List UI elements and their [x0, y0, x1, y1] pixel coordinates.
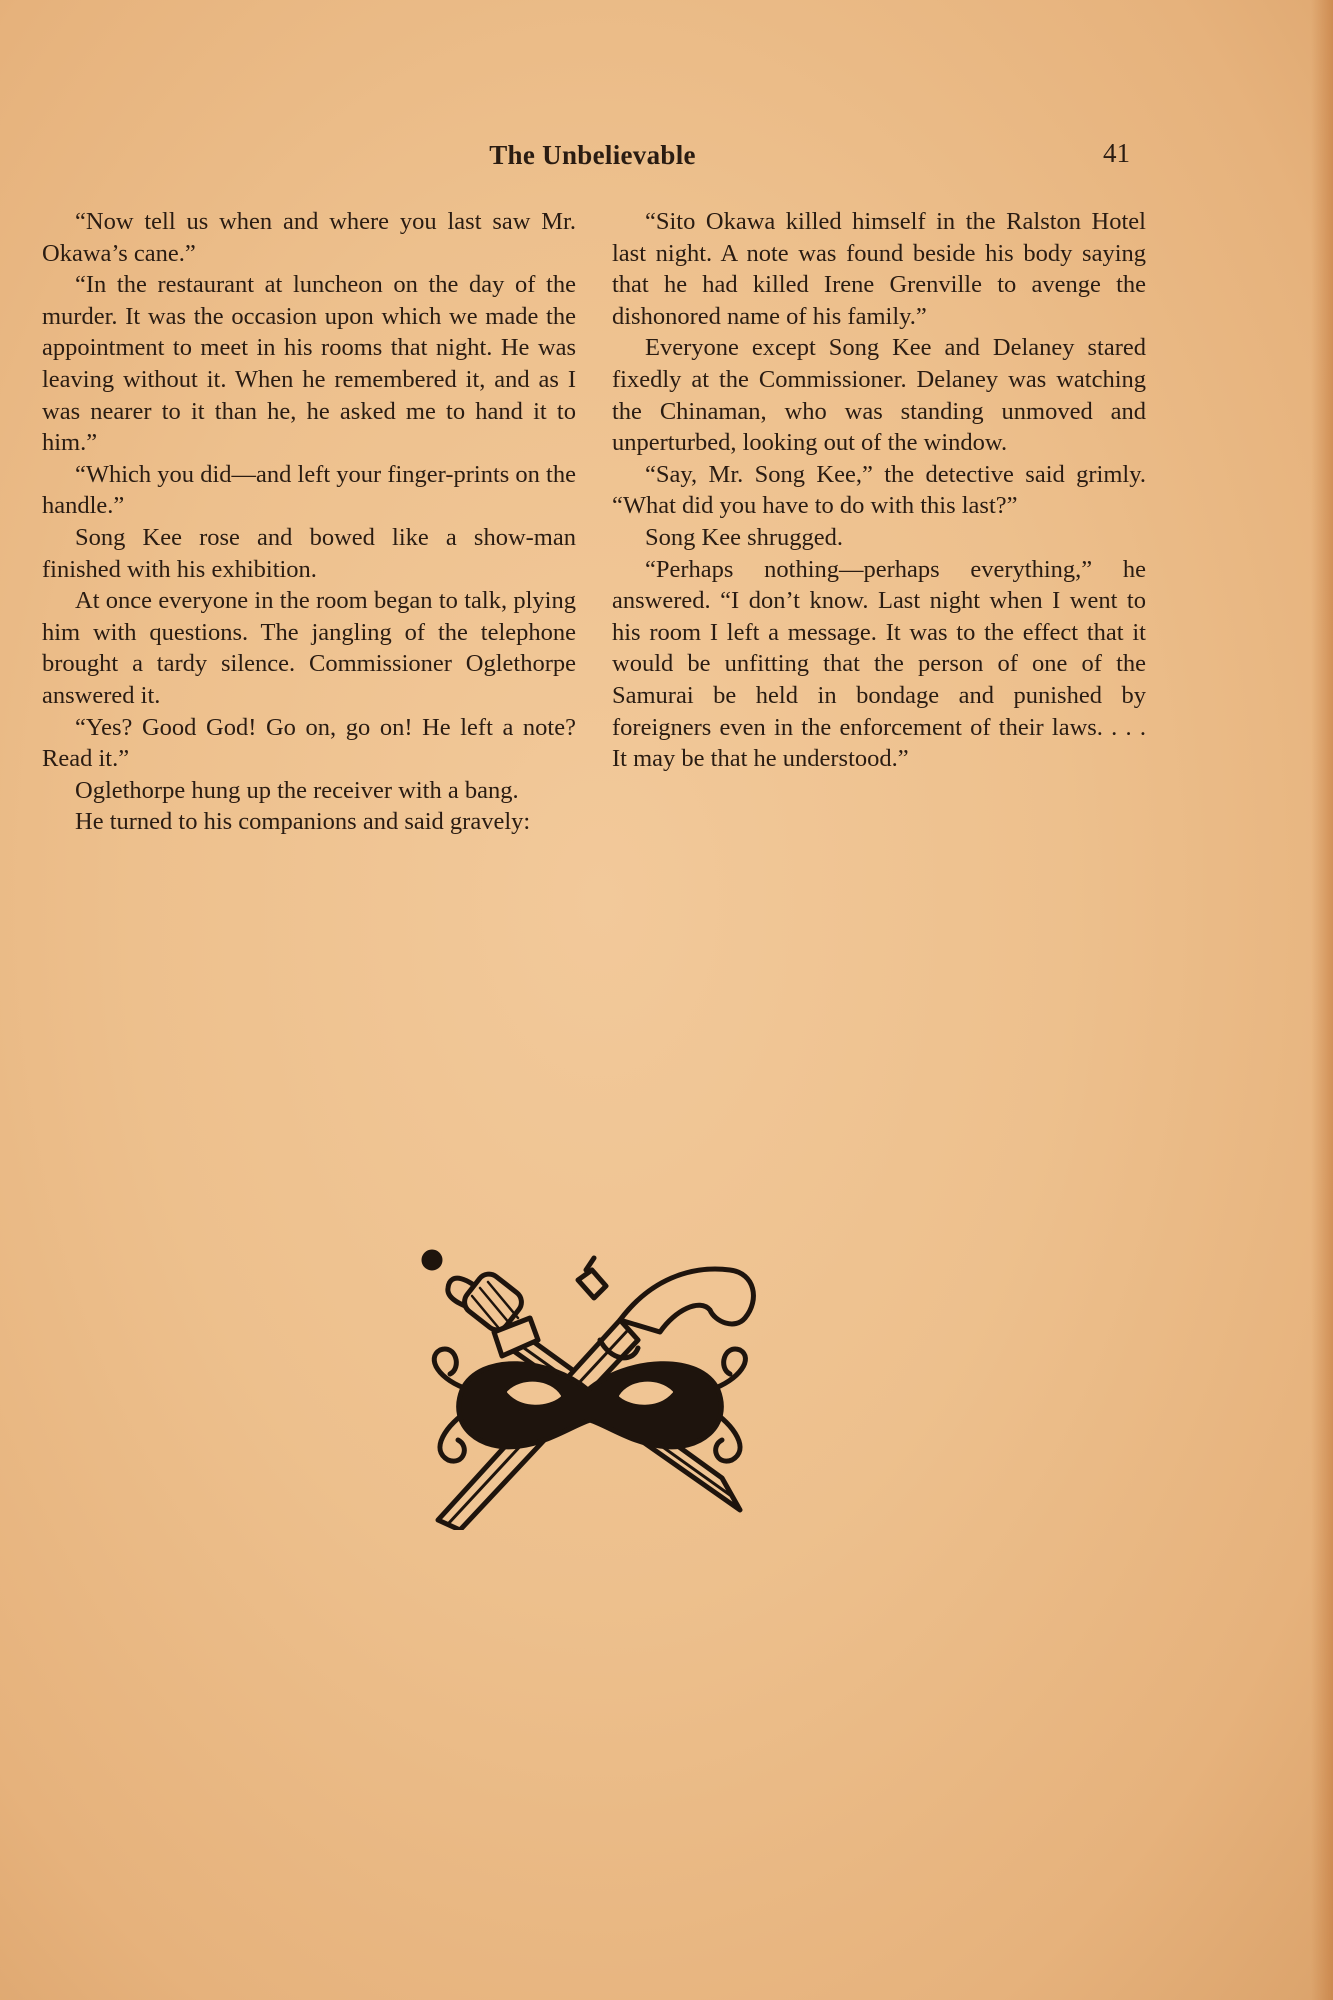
- paragraph: “In the restaurant at luncheon on the day of the murder. It was the occasion upon which we made the appointment to meet in his rooms that night. He was leaving without it. When he remembered it, and as I was nearer to it than he, he asked me to hand it to him.”: [42, 271, 576, 457]
- mask-dagger-pistol-ornament-icon: [410, 1240, 770, 1530]
- paragraph: “Sito Okawa killed himself in the Ralston Hotel last night. A note was found beside his body saying that he had killed Irene Grenville to avenge the dishonored name of his family.”: [612, 208, 1146, 330]
- paragraph: “Perhaps nothing—perhaps everything,” he answered. “I don’t know. Last night when I went to his room I left a message. It was to the effect that it would be unfitting that the person of one of the Samurai be held in bondage and punished by foreigners even in the enforcement of their laws. . . . It may be that he understood.”: [612, 555, 1146, 773]
- paragraph: “Say, Mr. Song Kee,” the detective said grimly. “What did you have to do with this last?”: [612, 460, 1146, 520]
- paragraph: Oglethorpe hung up the receiver with a bang.: [75, 776, 519, 804]
- paragraph: “Yes? Good God! Go on, go on! He left a note? Read it.”: [42, 713, 576, 773]
- running-title: The Unbelievable: [489, 140, 696, 170]
- page-number: 41: [1103, 138, 1130, 168]
- page-header: [0, 140, 1333, 180]
- right-column: [612, 206, 1146, 775]
- paragraph: Song Kee rose and bowed like a show-man finished with his exhibition.: [42, 523, 576, 583]
- paragraph: He turned to his companions and said gravely:: [75, 808, 531, 836]
- paragraph: Everyone except Song Kee and Delaney stared fixedly at the Commissioner. Delaney was watching the Chinaman, who was standing unmoved and unperturbed, looking out of the window.: [612, 334, 1146, 457]
- paragraph: “Which you did—and left your finger-prints on the handle.”: [42, 460, 576, 520]
- left-column: [42, 206, 576, 838]
- paragraph: Song Kee shrugged.: [645, 523, 844, 551]
- page-edge-shadow: [1311, 0, 1333, 2000]
- paragraph: “Now tell us when and where you last saw Mr. Okawa’s cane.”: [42, 208, 576, 267]
- paragraph: At once everyone in the room began to talk, plying him with questions. The jangling of the telephone brought a tardy silence. Commissioner Oglethorpe answered it.: [42, 587, 576, 709]
